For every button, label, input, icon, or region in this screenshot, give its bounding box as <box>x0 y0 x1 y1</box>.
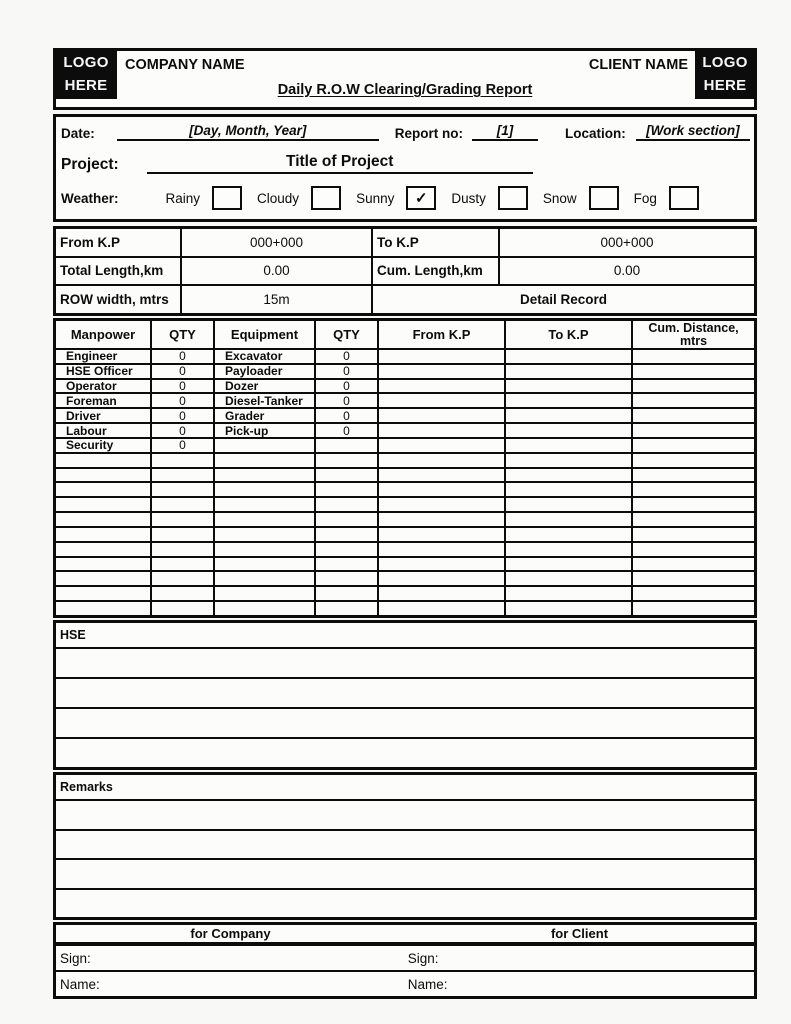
weather-option-label: Dusty <box>451 190 486 206</box>
remarks-blank-line <box>56 860 754 888</box>
to-kp-cell <box>506 394 631 407</box>
equipment-cell: Dozer <box>215 380 314 393</box>
date-row <box>56 123 754 141</box>
from-kp-cell <box>379 469 504 482</box>
to-kp-cell <box>506 380 631 393</box>
kp-row-label: Total Length,km <box>56 258 180 285</box>
to-kp-cell <box>506 365 631 378</box>
daily-row-report-form <box>53 48 757 999</box>
cum-distance-cell <box>633 572 754 585</box>
to-kp-cell <box>506 587 631 600</box>
cum-distance-cell <box>633 528 754 541</box>
cum-distance-cell <box>633 483 754 496</box>
manpower-cell <box>56 528 150 541</box>
cum-distance-cell <box>633 469 754 482</box>
equipment-qty-cell: 0 <box>316 380 377 393</box>
cum-distance-cell <box>633 558 754 571</box>
manpower-qty-cell <box>152 572 213 585</box>
manpower-qty-cell: 0 <box>152 380 213 393</box>
to-kp-cell <box>506 439 631 452</box>
project-row <box>56 153 754 174</box>
cum-distance-cell <box>633 409 754 422</box>
from-kp-cell <box>379 543 504 556</box>
name-row <box>56 972 754 996</box>
equipment-qty-cell: 0 <box>316 350 377 363</box>
cum-distance-cell <box>633 424 754 437</box>
to-kp-cell <box>506 572 631 585</box>
from-kp-cell <box>379 558 504 571</box>
manpower-cell: Driver <box>56 409 150 422</box>
manpower-qty-cell <box>152 543 213 556</box>
equipment-cell <box>215 513 314 526</box>
from-kp-cell <box>379 528 504 541</box>
equipment-cell <box>215 483 314 496</box>
to-kp-cell <box>506 454 631 467</box>
signature-header-row <box>56 925 754 944</box>
manpower-cell <box>56 572 150 585</box>
column-header: QTY <box>316 321 377 348</box>
form-header <box>53 48 757 110</box>
column-header <box>633 321 754 348</box>
hse-blank-line <box>56 709 754 737</box>
to-kp-cell <box>506 498 631 511</box>
weather-label: Weather: <box>61 190 119 206</box>
manpower-cell: Foreman <box>56 394 150 407</box>
location-label: Location: <box>565 126 626 141</box>
manpower-cell: Security <box>56 439 150 452</box>
weather-option-label: Sunny <box>356 190 395 206</box>
kp-row-label: ROW width, mtrs <box>56 286 180 313</box>
remarks-label: Remarks <box>56 775 754 799</box>
hse-blank-line <box>56 739 754 767</box>
weather-option-label: Rainy <box>165 190 201 206</box>
client-name-label: Name: <box>407 977 448 992</box>
date-field[interactable]: [Day, Month, Year] <box>117 123 379 141</box>
column-header-line1: Cum. Distance, <box>648 321 739 335</box>
equipment-qty-cell <box>316 498 377 511</box>
manpower-qty-cell <box>152 483 213 496</box>
equipment-qty-cell <box>316 439 377 452</box>
equipment-cell <box>215 469 314 482</box>
client-sign-label: Sign: <box>407 951 439 966</box>
weather-checkbox-snow[interactable] <box>589 186 619 210</box>
from-kp-cell <box>379 498 504 511</box>
kp-row-label: From K.P <box>56 229 180 256</box>
manpower-cell <box>56 469 150 482</box>
cum-distance-cell <box>633 350 754 363</box>
from-kp-cell <box>379 483 504 496</box>
manpower-cell <box>56 602 150 615</box>
report-no-label: Report no: <box>394 126 464 141</box>
equipment-cell <box>215 543 314 556</box>
from-kp-cell <box>379 409 504 422</box>
hse-blank-line <box>56 649 754 677</box>
page-title: Daily R.O.W Clearing/Grading Report <box>277 82 533 98</box>
equipment-qty-cell <box>316 558 377 571</box>
to-kp-cell <box>506 543 631 556</box>
manpower-qty-cell <box>152 602 213 615</box>
manpower-qty-cell <box>152 454 213 467</box>
from-kp-cell <box>379 513 504 526</box>
logo-text-line1: LOGO <box>63 54 109 71</box>
equipment-cell <box>215 558 314 571</box>
weather-options <box>119 186 699 210</box>
from-kp-cell <box>379 350 504 363</box>
kp-row-value: 000+000 <box>182 229 371 256</box>
column-header: Equipment <box>215 321 314 348</box>
equipment-cell <box>215 454 314 467</box>
from-kp-cell <box>379 572 504 585</box>
equipment-qty-cell <box>316 572 377 585</box>
logo-text-line2: HERE <box>64 76 108 94</box>
to-kp-cell <box>506 424 631 437</box>
manpower-qty-cell <box>152 528 213 541</box>
from-kp-cell <box>379 439 504 452</box>
logo-text-line1: LOGO <box>702 54 748 71</box>
cum-distance-cell <box>633 513 754 526</box>
manpower-cell: Labour <box>56 424 150 437</box>
weather-checkbox-cloudy[interactable] <box>311 186 341 210</box>
manpower-qty-cell: 0 <box>152 365 213 378</box>
equipment-qty-cell <box>316 469 377 482</box>
to-kp-cell <box>506 513 631 526</box>
equipment-qty-cell: 0 <box>316 424 377 437</box>
manpower-qty-cell: 0 <box>152 409 213 422</box>
equipment-cell <box>215 602 314 615</box>
weather-checkbox-sunny-checkmark-icon[interactable]: ✓ <box>406 186 436 210</box>
manpower-qty-cell: 0 <box>152 439 213 452</box>
manpower-qty-cell: 0 <box>152 394 213 407</box>
manpower-cell <box>56 587 150 600</box>
from-kp-cell <box>379 365 504 378</box>
cum-distance-cell <box>633 498 754 511</box>
hse-section <box>53 620 757 770</box>
column-header-line2: mtrs <box>679 334 708 348</box>
kp-row-label: To K.P <box>373 229 498 256</box>
manpower-qty-cell <box>152 513 213 526</box>
report-no-field[interactable]: [1] <box>472 123 538 141</box>
equipment-qty-cell <box>316 587 377 600</box>
to-kp-cell <box>506 350 631 363</box>
remarks-blank-line <box>56 831 754 859</box>
cum-distance-cell <box>633 543 754 556</box>
manpower-cell: HSE Officer <box>56 365 150 378</box>
from-kp-cell <box>379 454 504 467</box>
equipment-cell: Diesel-Tanker <box>215 394 314 407</box>
project-label: Project: <box>61 155 119 173</box>
manpower-qty-cell: 0 <box>152 424 213 437</box>
weather-option-label: Fog <box>633 190 657 206</box>
cum-distance-cell <box>633 587 754 600</box>
main-table <box>53 318 757 618</box>
manpower-cell <box>56 558 150 571</box>
kp-row-value: 15m <box>182 286 371 313</box>
project-field[interactable]: Title of Project <box>147 153 533 174</box>
weather-row <box>56 185 754 211</box>
weather-option-label: Snow <box>542 190 577 206</box>
weather-checkbox-rainy[interactable] <box>212 186 242 210</box>
manpower-cell <box>56 513 150 526</box>
equipment-cell: Grader <box>215 409 314 422</box>
equipment-cell <box>215 572 314 585</box>
manpower-cell <box>56 543 150 556</box>
column-header: To K.P <box>506 321 631 348</box>
equipment-cell <box>215 498 314 511</box>
date-label: Date: <box>61 126 95 141</box>
manpower-cell <box>56 483 150 496</box>
equipment-qty-cell <box>316 602 377 615</box>
cum-distance-cell <box>633 394 754 407</box>
logo-text-line2: HERE <box>703 76 747 94</box>
cum-distance-cell <box>633 439 754 452</box>
from-kp-cell <box>379 587 504 600</box>
cum-distance-cell <box>633 602 754 615</box>
kp-row-value: 000+000 <box>500 229 754 256</box>
for-company-header: for Company <box>190 926 271 941</box>
manpower-qty-cell <box>152 587 213 600</box>
kp-summary-table <box>53 226 757 316</box>
equipment-qty-cell <box>316 528 377 541</box>
equipment-qty-cell: 0 <box>316 365 377 378</box>
equipment-cell: Pick-up <box>215 424 314 437</box>
manpower-qty-cell <box>152 558 213 571</box>
location-field[interactable]: [Work section] <box>636 123 750 141</box>
weather-checkbox-fog[interactable] <box>669 186 699 210</box>
column-header: QTY <box>152 321 213 348</box>
to-kp-cell <box>506 469 631 482</box>
company-name-label: Name: <box>60 977 100 992</box>
to-kp-cell <box>506 409 631 422</box>
equipment-qty-cell <box>316 543 377 556</box>
manpower-qty-cell: 0 <box>152 350 213 363</box>
manpower-cell: Operator <box>56 380 150 393</box>
to-kp-cell <box>506 528 631 541</box>
client-name: CLIENT NAME <box>588 57 688 73</box>
equipment-qty-cell <box>316 454 377 467</box>
hse-blank-line <box>56 679 754 707</box>
to-kp-cell <box>506 483 631 496</box>
kp-row-label: Cum. Length,km <box>373 258 498 285</box>
to-kp-cell <box>506 602 631 615</box>
column-header: Manpower <box>56 321 150 348</box>
cum-distance-cell <box>633 454 754 467</box>
equipment-cell <box>215 528 314 541</box>
report-info-section <box>53 114 757 222</box>
equipment-qty-cell <box>316 513 377 526</box>
detail-record-header: Detail Record <box>373 286 754 313</box>
for-client-header: for Client <box>550 926 609 941</box>
from-kp-cell <box>379 394 504 407</box>
cum-distance-cell <box>633 365 754 378</box>
equipment-qty-cell <box>316 483 377 496</box>
weather-checkbox-dusty[interactable] <box>498 186 528 210</box>
weather-option-label: Cloudy <box>257 190 300 206</box>
equipment-qty-cell: 0 <box>316 409 377 422</box>
manpower-qty-cell <box>152 498 213 511</box>
manpower-cell <box>56 498 150 511</box>
sign-row <box>56 946 754 970</box>
equipment-cell <box>215 439 314 452</box>
to-kp-cell <box>506 558 631 571</box>
from-kp-cell <box>379 424 504 437</box>
hse-label: HSE <box>56 623 754 647</box>
remarks-blank-line <box>56 801 754 829</box>
manpower-cell <box>56 454 150 467</box>
manpower-cell: Engineer <box>56 350 150 363</box>
equipment-cell: Payloader <box>215 365 314 378</box>
column-header: From K.P <box>379 321 504 348</box>
cum-distance-cell <box>633 380 754 393</box>
equipment-cell <box>215 587 314 600</box>
company-sign-label: Sign: <box>60 951 91 966</box>
kp-row-value: 0.00 <box>500 258 754 285</box>
equipment-cell: Excavator <box>215 350 314 363</box>
kp-row-value: 0.00 <box>182 258 371 285</box>
equipment-qty-cell: 0 <box>316 394 377 407</box>
company-name: COMPANY NAME <box>125 57 245 73</box>
manpower-qty-cell <box>152 469 213 482</box>
from-kp-cell <box>379 380 504 393</box>
remarks-blank-line <box>56 890 754 918</box>
from-kp-cell <box>379 602 504 615</box>
signature-section <box>53 922 757 999</box>
remarks-section <box>53 772 757 920</box>
